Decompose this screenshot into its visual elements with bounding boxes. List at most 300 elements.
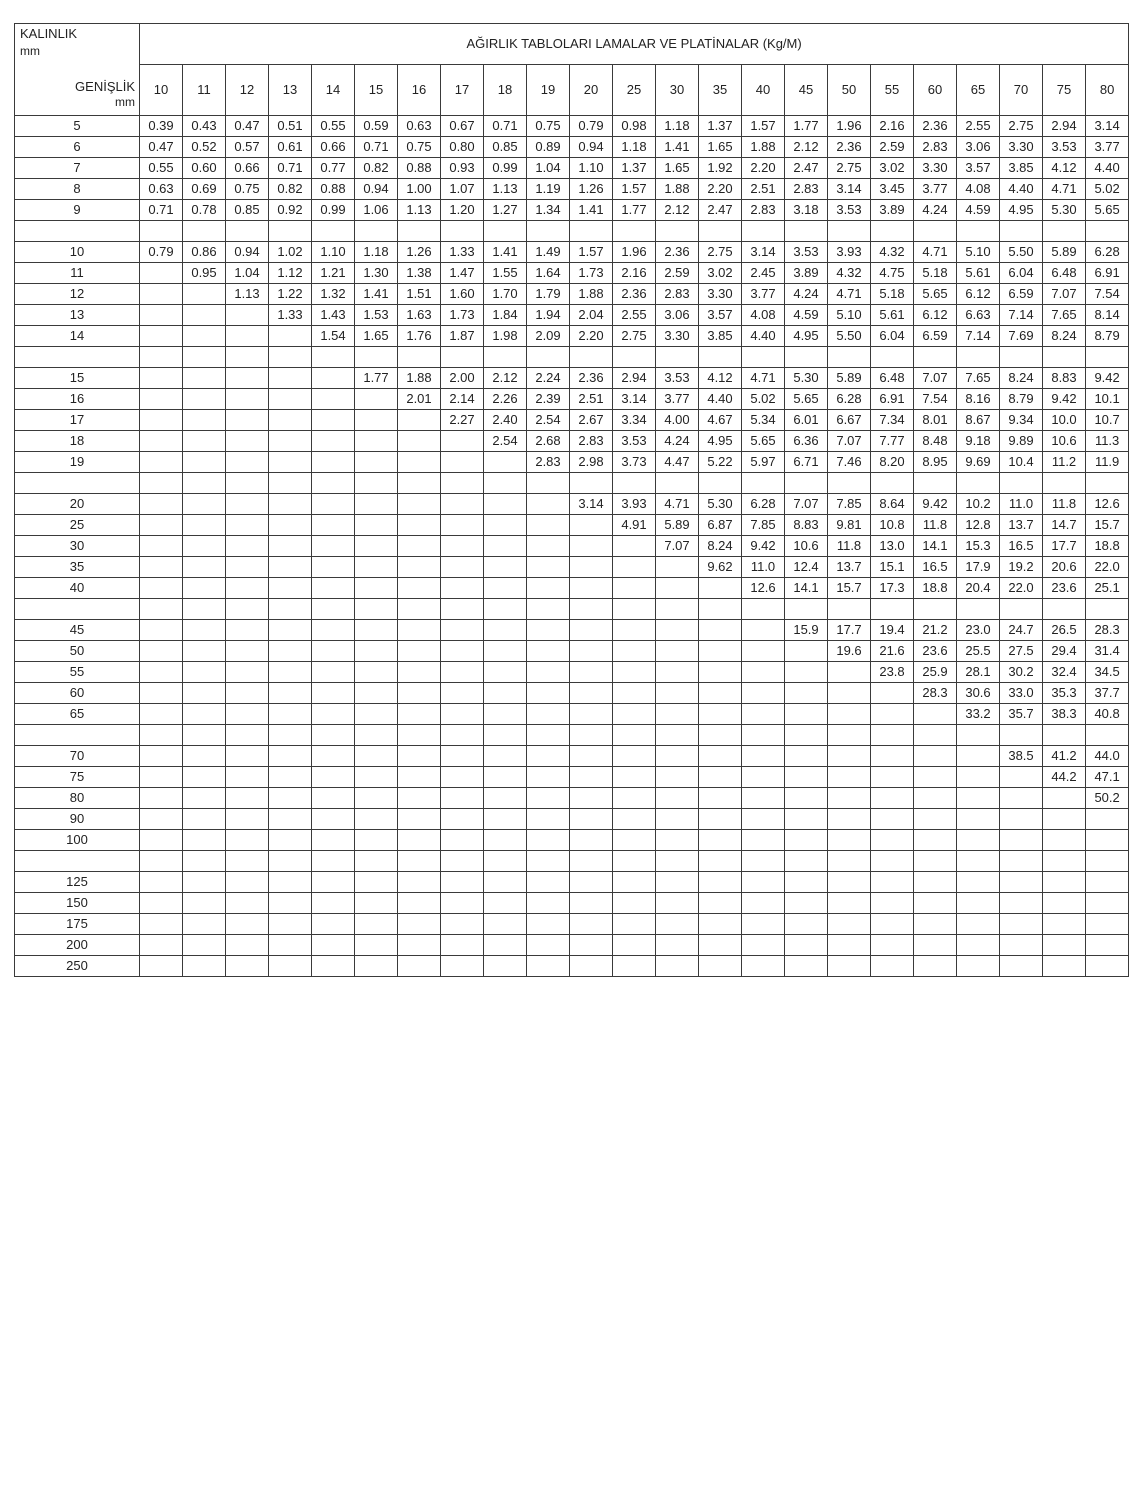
table-cell: 3.85 xyxy=(1000,158,1043,179)
table-cell: 1.10 xyxy=(570,158,613,179)
column-header: 30 xyxy=(656,65,699,116)
table-cell: 1.98 xyxy=(484,326,527,347)
table-cell: 40.8 xyxy=(1086,704,1129,725)
table-cell xyxy=(613,221,656,242)
table-cell xyxy=(398,620,441,641)
table-cell xyxy=(527,620,570,641)
table-cell xyxy=(441,662,484,683)
row-label: 65 xyxy=(15,704,140,725)
table-cell xyxy=(441,620,484,641)
table-row xyxy=(15,536,1129,557)
table-cell xyxy=(140,683,183,704)
table-cell xyxy=(871,473,914,494)
table-cell xyxy=(613,578,656,599)
table-cell xyxy=(527,725,570,746)
table-cell: 0.79 xyxy=(570,116,613,137)
table-cell xyxy=(441,599,484,620)
table-cell: 2.83 xyxy=(570,431,613,452)
table-cell xyxy=(699,704,742,725)
table-cell: 2.54 xyxy=(484,431,527,452)
table-cell: 0.75 xyxy=(398,137,441,158)
table-cell xyxy=(226,557,269,578)
table-cell: 4.59 xyxy=(785,305,828,326)
table-cell: 3.34 xyxy=(613,410,656,431)
table-row xyxy=(15,305,1129,326)
table-cell xyxy=(785,704,828,725)
table-cell: 7.85 xyxy=(828,494,871,515)
table-cell xyxy=(441,725,484,746)
table-cell: 8.14 xyxy=(1086,305,1129,326)
table-cell: 3.14 xyxy=(613,389,656,410)
table-cell xyxy=(527,704,570,725)
table-cell: 1.88 xyxy=(398,368,441,389)
table-cell: 12.6 xyxy=(742,578,785,599)
table-cell xyxy=(269,809,312,830)
table-cell: 1.26 xyxy=(398,242,441,263)
table-cell: 19.4 xyxy=(871,620,914,641)
table-cell: 2.83 xyxy=(785,179,828,200)
table-cell: 30.6 xyxy=(957,683,1000,704)
table-cell: 1.33 xyxy=(441,242,484,263)
table-cell xyxy=(355,410,398,431)
genislik-header-cell xyxy=(15,65,140,116)
table-cell: 4.24 xyxy=(785,284,828,305)
table-cell: 13.7 xyxy=(1000,515,1043,536)
column-header: 14 xyxy=(312,65,355,116)
table-cell: 1.64 xyxy=(527,263,570,284)
table-cell xyxy=(613,746,656,767)
table-cell xyxy=(398,641,441,662)
table-cell xyxy=(355,872,398,893)
table-cell xyxy=(656,683,699,704)
table-cell xyxy=(742,704,785,725)
row-label: 75 xyxy=(15,767,140,788)
table-cell: 0.85 xyxy=(484,137,527,158)
table-row xyxy=(15,809,1129,830)
table-cell xyxy=(484,473,527,494)
table-cell xyxy=(398,683,441,704)
table-row xyxy=(15,410,1129,431)
kalinlik-label: KALINLIK xyxy=(20,26,78,41)
table-cell: 15.9 xyxy=(785,620,828,641)
table-cell xyxy=(871,809,914,830)
table-cell: 6.91 xyxy=(871,389,914,410)
table-cell xyxy=(1043,872,1086,893)
table-cell xyxy=(441,893,484,914)
table-cell xyxy=(484,809,527,830)
table-cell xyxy=(1043,851,1086,872)
table-cell xyxy=(355,851,398,872)
table-cell: 1.38 xyxy=(398,263,441,284)
table-cell xyxy=(140,389,183,410)
table-cell xyxy=(183,389,226,410)
table-cell: 11.8 xyxy=(1043,494,1086,515)
table-cell: 6.28 xyxy=(1086,242,1129,263)
table-cell xyxy=(484,620,527,641)
table-cell xyxy=(226,809,269,830)
table-cell xyxy=(355,725,398,746)
table-cell xyxy=(570,767,613,788)
table-cell: 0.93 xyxy=(441,158,484,179)
row-label: 11 xyxy=(15,263,140,284)
table-cell xyxy=(140,662,183,683)
table-cell xyxy=(742,809,785,830)
table-cell xyxy=(613,683,656,704)
table-cell: 1.84 xyxy=(484,305,527,326)
table-cell xyxy=(140,641,183,662)
table-cell xyxy=(828,809,871,830)
table-cell xyxy=(226,956,269,977)
table-cell: 2.04 xyxy=(570,305,613,326)
table-cell xyxy=(785,473,828,494)
table-cell: 1.77 xyxy=(785,116,828,137)
row-label: 40 xyxy=(15,578,140,599)
table-cell xyxy=(699,221,742,242)
table-cell xyxy=(140,725,183,746)
column-header: 17 xyxy=(441,65,484,116)
table-cell xyxy=(140,914,183,935)
table-cell xyxy=(656,557,699,578)
table-cell xyxy=(140,536,183,557)
table-cell xyxy=(183,662,226,683)
table-cell xyxy=(871,851,914,872)
table-cell: 6.28 xyxy=(828,389,871,410)
table-cell: 7.07 xyxy=(1043,284,1086,305)
table-cell xyxy=(871,830,914,851)
table-cell: 34.5 xyxy=(1086,662,1129,683)
table-cell xyxy=(398,893,441,914)
table-cell xyxy=(570,662,613,683)
table-cell: 2.55 xyxy=(613,305,656,326)
table-cell xyxy=(398,662,441,683)
table-cell: 0.94 xyxy=(570,137,613,158)
table-cell xyxy=(742,872,785,893)
table-cell xyxy=(355,452,398,473)
table-cell xyxy=(914,830,957,851)
table-cell: 0.57 xyxy=(226,137,269,158)
table-cell: 10.6 xyxy=(1043,431,1086,452)
table-cell: 8.24 xyxy=(1043,326,1086,347)
table-cell xyxy=(441,452,484,473)
table-cell xyxy=(1000,473,1043,494)
table-cell xyxy=(828,830,871,851)
table-cell: 0.99 xyxy=(312,200,355,221)
table-cell: 2.83 xyxy=(656,284,699,305)
table-cell: 5.22 xyxy=(699,452,742,473)
table-cell xyxy=(355,620,398,641)
table-row xyxy=(15,683,1129,704)
table-cell xyxy=(398,704,441,725)
table-cell xyxy=(484,767,527,788)
table-cell xyxy=(1043,725,1086,746)
table-cell: 3.14 xyxy=(1086,116,1129,137)
table-cell: 38.5 xyxy=(1000,746,1043,767)
table-cell xyxy=(527,809,570,830)
row-label: 9 xyxy=(15,200,140,221)
table-cell: 30.2 xyxy=(1000,662,1043,683)
column-header: 15 xyxy=(355,65,398,116)
table-cell xyxy=(441,515,484,536)
table-cell: 10.1 xyxy=(1086,389,1129,410)
table-cell xyxy=(527,872,570,893)
table-cell xyxy=(914,704,957,725)
table-cell xyxy=(312,704,355,725)
table-cell: 4.40 xyxy=(1000,179,1043,200)
table-cell: 1.65 xyxy=(355,326,398,347)
table-cell xyxy=(656,935,699,956)
table-cell: 1.02 xyxy=(269,242,312,263)
table-cell: 7.07 xyxy=(785,494,828,515)
table-cell xyxy=(570,914,613,935)
table-cell xyxy=(441,767,484,788)
table-cell: 1.34 xyxy=(527,200,570,221)
table-cell: 5.34 xyxy=(742,410,785,431)
table-cell: 2.01 xyxy=(398,389,441,410)
table-cell: 8.64 xyxy=(871,494,914,515)
row-label xyxy=(15,473,140,494)
table-cell: 6.12 xyxy=(914,305,957,326)
table-cell: 2.24 xyxy=(527,368,570,389)
table-cell xyxy=(355,389,398,410)
table-cell: 3.89 xyxy=(871,200,914,221)
row-label xyxy=(15,599,140,620)
table-cell xyxy=(226,368,269,389)
table-cell: 8.83 xyxy=(1043,368,1086,389)
table-cell xyxy=(269,347,312,368)
table-row xyxy=(15,872,1129,893)
table-cell xyxy=(1086,872,1129,893)
column-header: 25 xyxy=(613,65,656,116)
table-cell xyxy=(527,347,570,368)
table-cell xyxy=(613,725,656,746)
table-cell xyxy=(226,620,269,641)
table-row xyxy=(15,578,1129,599)
table-cell xyxy=(1086,935,1129,956)
table-row xyxy=(15,620,1129,641)
table-cell xyxy=(183,704,226,725)
table-cell: 4.95 xyxy=(699,431,742,452)
table-cell: 6.48 xyxy=(871,368,914,389)
row-label: 250 xyxy=(15,956,140,977)
table-cell xyxy=(484,872,527,893)
table-cell: 7.34 xyxy=(871,410,914,431)
table-cell: 1.55 xyxy=(484,263,527,284)
table-cell: 6.12 xyxy=(957,284,1000,305)
table-cell xyxy=(871,704,914,725)
table-cell xyxy=(828,788,871,809)
table-cell xyxy=(1086,347,1129,368)
table-cell: 1.10 xyxy=(312,242,355,263)
table-cell: 1.65 xyxy=(656,158,699,179)
table-cell: 5.65 xyxy=(1086,200,1129,221)
table-cell: 0.71 xyxy=(140,200,183,221)
table-cell: 1.13 xyxy=(484,179,527,200)
table-cell xyxy=(656,620,699,641)
table-cell xyxy=(742,914,785,935)
table-cell: 2.16 xyxy=(871,116,914,137)
table-cell: 6.04 xyxy=(1000,263,1043,284)
table-row xyxy=(15,641,1129,662)
table-cell xyxy=(1000,347,1043,368)
table-cell: 3.77 xyxy=(656,389,699,410)
table-cell xyxy=(398,872,441,893)
table-row xyxy=(15,935,1129,956)
table-cell: 4.24 xyxy=(914,200,957,221)
table-cell xyxy=(355,599,398,620)
table-cell xyxy=(527,956,570,977)
table-cell: 1.88 xyxy=(656,179,699,200)
table-cell xyxy=(1000,914,1043,935)
table-cell: 12.4 xyxy=(785,557,828,578)
table-cell xyxy=(785,872,828,893)
column-header: 35 xyxy=(699,65,742,116)
table-cell: 25.5 xyxy=(957,641,1000,662)
table-cell: 0.63 xyxy=(140,179,183,200)
table-cell xyxy=(613,872,656,893)
table-cell xyxy=(957,893,1000,914)
table-cell xyxy=(957,830,1000,851)
table-cell: 17.7 xyxy=(828,620,871,641)
table-cell: 41.2 xyxy=(1043,746,1086,767)
table-cell xyxy=(785,683,828,704)
table-cell: 1.13 xyxy=(398,200,441,221)
table-cell: 1.18 xyxy=(613,137,656,158)
table-cell xyxy=(613,935,656,956)
table-cell xyxy=(269,914,312,935)
table-cell: 22.0 xyxy=(1000,578,1043,599)
table-cell: 11.3 xyxy=(1086,431,1129,452)
table-cell xyxy=(699,788,742,809)
table-cell: 0.78 xyxy=(183,200,226,221)
table-cell: 5.18 xyxy=(871,284,914,305)
table-cell xyxy=(484,683,527,704)
table-cell xyxy=(269,641,312,662)
table-cell xyxy=(441,494,484,515)
table-cell xyxy=(484,557,527,578)
table-cell: 0.94 xyxy=(355,179,398,200)
table-cell xyxy=(355,536,398,557)
table-cell xyxy=(398,347,441,368)
table-cell: 5.65 xyxy=(742,431,785,452)
table-cell: 33.2 xyxy=(957,704,1000,725)
table-cell xyxy=(355,221,398,242)
table-cell xyxy=(785,851,828,872)
table-cell xyxy=(613,620,656,641)
table-cell xyxy=(742,935,785,956)
table-cell xyxy=(613,809,656,830)
table-cell xyxy=(140,704,183,725)
table-cell xyxy=(828,746,871,767)
table-cell xyxy=(828,347,871,368)
table-row xyxy=(15,830,1129,851)
table-cell xyxy=(140,851,183,872)
table-cell xyxy=(742,347,785,368)
table-cell xyxy=(312,809,355,830)
table-cell xyxy=(1000,767,1043,788)
table-row xyxy=(15,431,1129,452)
table-cell: 1.96 xyxy=(828,116,871,137)
table-cell: 1.47 xyxy=(441,263,484,284)
table-cell: 4.12 xyxy=(699,368,742,389)
table-cell: 4.08 xyxy=(957,179,1000,200)
table-cell: 1.88 xyxy=(570,284,613,305)
table-cell xyxy=(613,914,656,935)
table-cell xyxy=(785,599,828,620)
table-cell: 2.75 xyxy=(1000,116,1043,137)
table-cell: 8.83 xyxy=(785,515,828,536)
table-cell: 1.26 xyxy=(570,179,613,200)
table-cell xyxy=(140,599,183,620)
table-cell: 6.48 xyxy=(1043,263,1086,284)
table-row xyxy=(15,914,1129,935)
table-cell xyxy=(828,473,871,494)
table-cell xyxy=(484,536,527,557)
table-cell: 2.20 xyxy=(742,158,785,179)
table-cell: 1.60 xyxy=(441,284,484,305)
row-label: 16 xyxy=(15,389,140,410)
table-cell xyxy=(183,368,226,389)
table-cell xyxy=(570,536,613,557)
table-cell xyxy=(183,851,226,872)
table-cell: 5.30 xyxy=(699,494,742,515)
table-cell xyxy=(484,221,527,242)
table-cell xyxy=(742,662,785,683)
table-cell xyxy=(914,851,957,872)
table-cell xyxy=(785,641,828,662)
table-cell xyxy=(828,683,871,704)
table-cell: 10.0 xyxy=(1043,410,1086,431)
table-cell: 5.10 xyxy=(828,305,871,326)
table-cell xyxy=(183,725,226,746)
table-cell: 4.95 xyxy=(785,326,828,347)
table-cell: 3.06 xyxy=(656,305,699,326)
table-cell xyxy=(183,410,226,431)
table-cell xyxy=(484,599,527,620)
table-cell xyxy=(355,473,398,494)
table-cell: 7.46 xyxy=(828,452,871,473)
table-cell xyxy=(527,557,570,578)
table-cell xyxy=(1086,893,1129,914)
table-cell xyxy=(398,431,441,452)
table-cell: 4.71 xyxy=(1043,179,1086,200)
table-cell xyxy=(957,767,1000,788)
column-header: 70 xyxy=(1000,65,1043,116)
row-label: 25 xyxy=(15,515,140,536)
table-cell: 5.30 xyxy=(785,368,828,389)
table-cell: 44.2 xyxy=(1043,767,1086,788)
table-cell: 3.45 xyxy=(871,179,914,200)
table-cell: 27.5 xyxy=(1000,641,1043,662)
table-cell xyxy=(183,641,226,662)
table-cell: 9.34 xyxy=(1000,410,1043,431)
table-cell: 0.51 xyxy=(269,116,312,137)
table-cell xyxy=(1086,956,1129,977)
row-label: 200 xyxy=(15,935,140,956)
table-cell xyxy=(527,473,570,494)
table-cell: 4.67 xyxy=(699,410,742,431)
table-cell: 9.69 xyxy=(957,452,1000,473)
table-cell: 0.66 xyxy=(226,158,269,179)
table-cell: 2.12 xyxy=(484,368,527,389)
table-cell xyxy=(312,557,355,578)
table-cell: 7.07 xyxy=(828,431,871,452)
table-cell: 3.53 xyxy=(613,431,656,452)
table-cell xyxy=(312,536,355,557)
table-cell xyxy=(312,683,355,704)
table-cell: 38.3 xyxy=(1043,704,1086,725)
table-cell xyxy=(527,767,570,788)
table-cell xyxy=(871,725,914,746)
